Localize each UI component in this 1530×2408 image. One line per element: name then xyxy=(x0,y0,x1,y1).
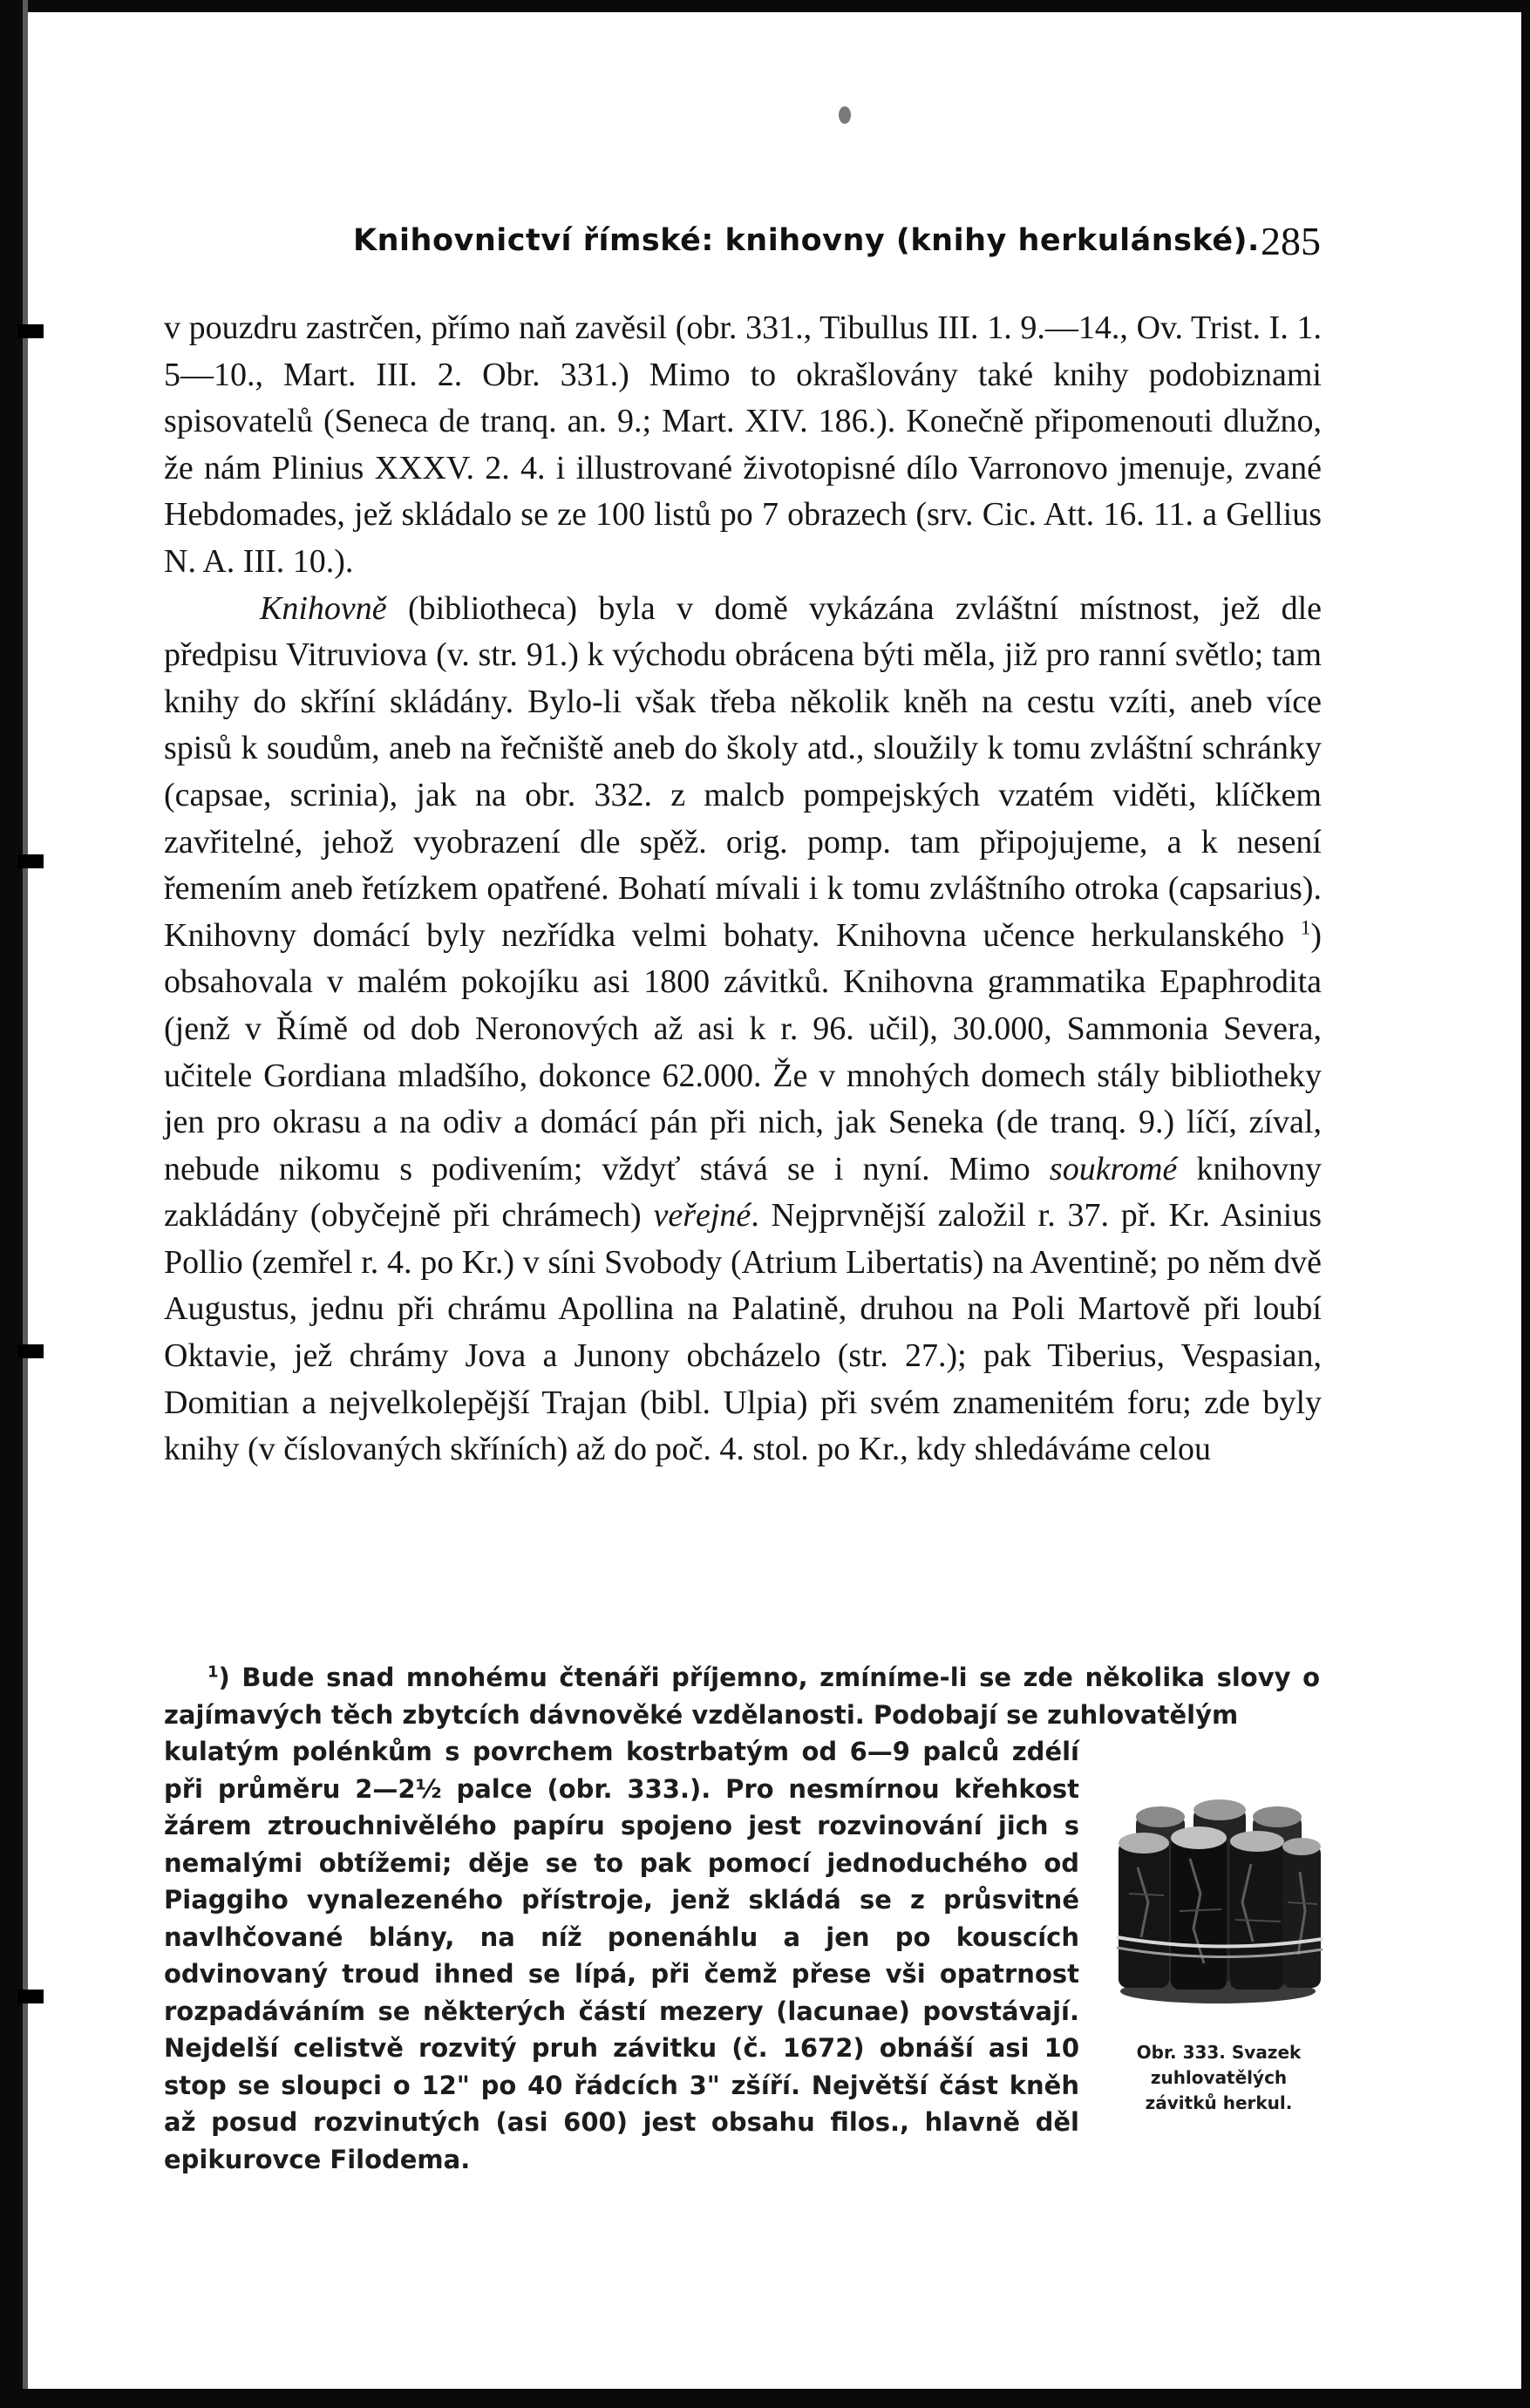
footnote-lead xyxy=(164,1659,1320,1733)
term-soukrome: soukromé xyxy=(1049,1150,1178,1187)
scan-border-top xyxy=(0,0,1530,12)
paragraph-2 xyxy=(164,586,1322,1473)
footnote-text-full: ) Bude snad mnohému čtenáři příjemno, zmíníme-li se zde několika slovy o zajímavých těch zbytcích dávnověké vzdělanosti. Podobají se zuhlovatělým xyxy=(164,1663,1320,1730)
binding-mark xyxy=(17,1344,44,1358)
running-title: Knihovnictví římské: knihovny (knihy herkulánské). xyxy=(353,223,1260,258)
paragraph-1: v pouzdru zastrčen, přímo naň zavěsil (obr. 331., Tibullus III. 1. 9.—14., Ov. Trist. I. 1. 5—10., Mart. III. 2. Obr. 331.) Mimo to okrašlovány také knihy podobiznami spisovatelů (Seneca de tranq. an. 9.; Mart. XIV. 186.). Konečně připomenouti dlužno, že nám Plinius XXXV. 2. 4. i illustrované životopisné dílo Varronovo jmenuje, zvané Hebdomades, jež skládalo se ze 100 listů po 7 obrazech (srv. Cic. Att. 16. 11. a Gellius N. A. III. 10.). xyxy=(164,310,1322,580)
term-knihovne: Knihovně xyxy=(260,589,387,627)
paragraph-2-text-c: knihovny zakládány (obyčejně při chrámech) xyxy=(164,1150,1322,1235)
paragraph-2-text-b: ) obsahovala v malém pokojíku asi 1800 závitků. Knihovna grammatika Epaphrodita (jenž v Římě od dob Neronových až asi k r. 96. učil), 30.000, Sammonia Severa, učitele Gordiana mladšího, dokonce 62.000. Že v mnohých domech stály bibliotheky jen pro okrasu a na odiv a domácí pán při nich, jak Seneka (de tranq. 9.) líčí, zíval, nebude nikomu s podivením; vždyť stává se i nyní. Mimo xyxy=(164,916,1322,1187)
body-text xyxy=(164,305,1322,1473)
page-number: 285 xyxy=(1261,219,1321,263)
binding-mark xyxy=(17,324,44,338)
binding-mark xyxy=(17,1990,44,2003)
figure-charred-scrolls xyxy=(1103,1789,1334,2007)
paragraph-2-text-a: (bibliotheca) byla v domě vykázána zvláštní místnost, jež dle předpisu Vitruviova (v. str. 91.) k východu obrácena býti měla, již pro ranní světlo; tam knihy do skříní skládány. Bylo-li však třeba několik kněh na cestu vzíti, aneb více spisů k soudům, aneb na řečniště aneb do školy atd., sloužily k tomu zvláštní schránky (capsae, scrinia), jak na obr. 332. z malcb pompejských vzatém viděti, klíčkem zavřitelné, jehož vyobrazení dle spěž. orig. pomp. tam připojujeme, a k nesení řemením aneb řetízkem opatřené. Bohatí mívali i k tomu zvláštního otroka (capsarius). Knihovny domácí byly nezřídka velmi bohaty. Knihovna učence herkulanského xyxy=(164,589,1322,954)
paragraph-2-text-d: . Nejprvnější založil r. 37. př. Kr. Asinius Pollio (zemřel r. 4. po Kr.) v síni Svobody (Atrium Libertatis) na Aventině; po něm dvě Augustus, jednu při chrámu Apollina na Palatině, druhou na Poli Martově při loubí Oktavie, jež chrámy Jova a Junony obcházelo (str. 27.); pak Tiberius, Vespasian, Domitian a nejvelkolepější Trajan (bibl. Ulpia) při svém znamenitém foru; zde byly knihy (v číslovaných skříních) až do poč. 4. stol. po Kr., kdy shledáváme celou xyxy=(164,1197,1322,1468)
scan-border-bottom xyxy=(0,2389,1530,2408)
term-verejne: veřejné xyxy=(653,1197,751,1235)
scan-border-left-shadow xyxy=(23,0,28,2408)
figure-caption: Obr. 333. Svazek zuhlovatělých závitků herkul. xyxy=(1136,2042,1302,2113)
binding-mark xyxy=(17,854,44,868)
running-head xyxy=(353,219,1321,275)
scan-border-right xyxy=(1521,0,1530,2408)
charred-scrolls-illustration xyxy=(1103,1789,1334,2007)
ink-speck xyxy=(839,106,851,124)
footnote-text-narrow: kulatým polénkům s povrchem kostrbatým od 6—9 palců zdélí při průměru 2—2½ palce (obr. 333.). Pro nesmírnou křehkost žárem ztrouchnivělého papíru spojeno jest rozvinování jich s nemalými obtížemi; děje se to pak pomocí jednoduchého od Piaggiho vynalezeného přístroje, jenž skládá se z průsvitné navlhčované blány, na níž ponenáhlu a jen po kouscích odvinovaný troud ihned se lípá, při čemž přese vši opatrnost rozpadáváním se některých částí mezery (lacunae) povstávají. Nejdelší celistvě rozvitý pruh závitku (č. 1672) obnáší asi 10 stop se sloupci o 12" po 40 řádcích 3" zšíří. Největší část kněh až posud rozvinutých (asi 600) jest obsahu filos., hlavně děl epikurovce Filodema. xyxy=(164,1737,1079,2174)
footnote-reference: 1 xyxy=(1300,916,1311,939)
scan-border-left xyxy=(0,0,23,2408)
footnote-marker: 1 xyxy=(207,1663,219,1682)
